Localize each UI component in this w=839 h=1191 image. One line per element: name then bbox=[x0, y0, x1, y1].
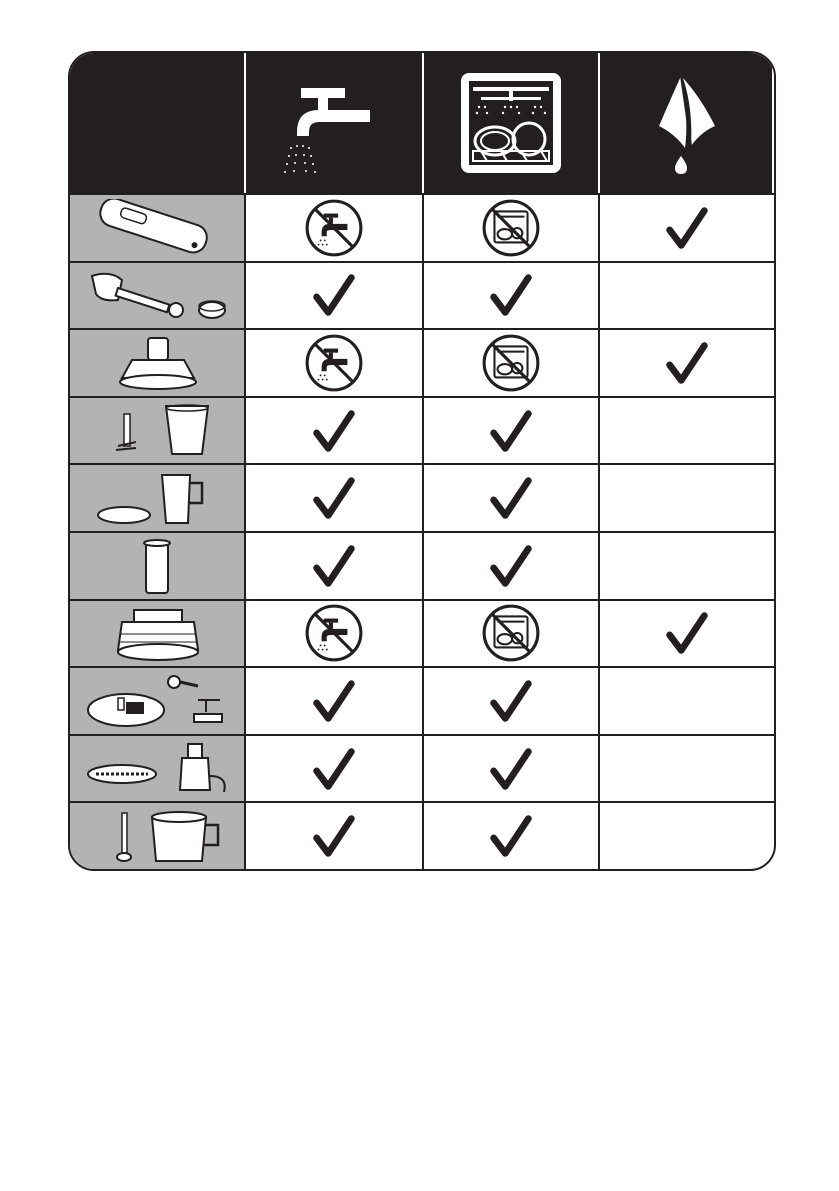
checkmark-icon bbox=[484, 539, 538, 593]
rinse-cell bbox=[246, 801, 424, 869]
no-running-water-icon bbox=[303, 197, 365, 259]
no-dishwasher-icon bbox=[480, 197, 542, 259]
chopper-blade-and-bowl-icon bbox=[82, 402, 232, 460]
rinse-cell bbox=[246, 261, 424, 329]
header-blank-cell bbox=[70, 53, 246, 193]
dishwasher-cell bbox=[424, 666, 600, 734]
slicing-disc-and-coupler-icon bbox=[82, 740, 232, 798]
chopper-gear-unit-icon bbox=[82, 334, 232, 392]
dishwasher-cell bbox=[424, 328, 600, 396]
part-cell bbox=[70, 193, 246, 261]
food-processor-lid-icon bbox=[82, 604, 232, 662]
dishwasher-icon bbox=[455, 67, 567, 179]
checkmark-icon bbox=[307, 742, 361, 796]
part-cell bbox=[70, 666, 246, 734]
wipe-cell bbox=[600, 463, 774, 531]
wipe-cell bbox=[600, 666, 774, 734]
checkmark-icon bbox=[307, 268, 361, 322]
wipe-cell bbox=[600, 531, 774, 599]
header-rinse bbox=[246, 53, 424, 193]
rinse-cell bbox=[246, 328, 424, 396]
blender-shaft-icon bbox=[82, 266, 232, 324]
header-dishwasher bbox=[424, 53, 600, 193]
checkmark-icon bbox=[484, 471, 538, 525]
rinse-cell bbox=[246, 531, 424, 599]
processor-bowl-and-shaft-icon bbox=[82, 807, 232, 865]
part-cell bbox=[70, 396, 246, 464]
checkmark-icon bbox=[484, 404, 538, 458]
rinse-cell bbox=[246, 193, 424, 261]
part-cell bbox=[70, 599, 246, 667]
part-cell bbox=[70, 261, 246, 329]
checkmark-icon bbox=[660, 201, 714, 255]
dicing-disc-and-tools-icon bbox=[82, 672, 232, 730]
rinse-cell bbox=[246, 396, 424, 464]
wipe-cell bbox=[600, 734, 774, 802]
rinse-cell bbox=[246, 666, 424, 734]
checkmark-icon bbox=[307, 674, 361, 728]
tall-beaker-icon bbox=[82, 537, 232, 595]
no-running-water-icon bbox=[303, 332, 365, 394]
checkmark-icon bbox=[307, 539, 361, 593]
wipe-cell bbox=[600, 328, 774, 396]
wipe-cell bbox=[600, 599, 774, 667]
checkmark-icon bbox=[307, 404, 361, 458]
wipe-cell bbox=[600, 801, 774, 869]
checkmark-icon bbox=[307, 809, 361, 863]
checkmark-icon bbox=[660, 606, 714, 660]
no-running-water-icon bbox=[303, 602, 365, 664]
cleaning-table bbox=[68, 51, 776, 871]
checkmark-icon bbox=[484, 268, 538, 322]
part-cell bbox=[70, 531, 246, 599]
checkmark-icon bbox=[660, 336, 714, 390]
dishwasher-cell bbox=[424, 193, 600, 261]
checkmark-icon bbox=[484, 742, 538, 796]
measuring-jug-and-lid-icon bbox=[82, 469, 232, 527]
wipe-cell bbox=[600, 261, 774, 329]
part-cell bbox=[70, 328, 246, 396]
running-water-tap-icon bbox=[279, 68, 389, 178]
no-dishwasher-icon bbox=[480, 602, 542, 664]
wipe-cell bbox=[600, 396, 774, 464]
part-cell bbox=[70, 463, 246, 531]
dishwasher-cell bbox=[424, 261, 600, 329]
dishwasher-cell bbox=[424, 734, 600, 802]
header-wipe bbox=[600, 53, 774, 193]
part-cell bbox=[70, 734, 246, 802]
damp-cloth-icon bbox=[631, 68, 741, 178]
rinse-cell bbox=[246, 463, 424, 531]
part-cell bbox=[70, 801, 246, 869]
dishwasher-cell bbox=[424, 801, 600, 869]
checkmark-icon bbox=[484, 809, 538, 863]
rinse-cell bbox=[246, 599, 424, 667]
dishwasher-cell bbox=[424, 531, 600, 599]
dishwasher-cell bbox=[424, 599, 600, 667]
dishwasher-cell bbox=[424, 396, 600, 464]
dishwasher-cell bbox=[424, 463, 600, 531]
no-dishwasher-icon bbox=[480, 332, 542, 394]
checkmark-icon bbox=[484, 674, 538, 728]
wipe-cell bbox=[600, 193, 774, 261]
checkmark-icon bbox=[307, 471, 361, 525]
rinse-cell bbox=[246, 734, 424, 802]
motor-unit-icon bbox=[82, 199, 232, 257]
